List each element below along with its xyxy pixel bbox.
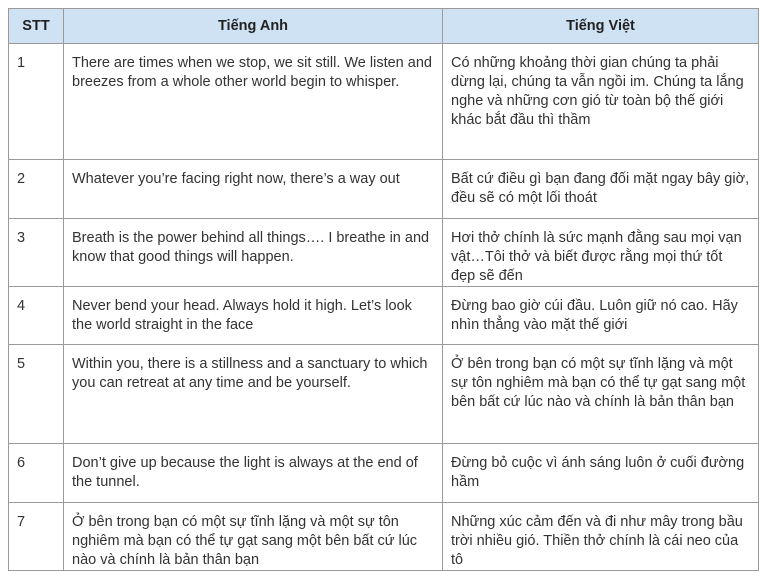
cell-english: There are times when we stop, we sit still. We listen and breezes from a whole other world begin to whisper. (64, 44, 443, 160)
cell-vietnamese: Ở bên trong bạn có một sự tĩnh lặng và một sự tôn nghiêm mà bạn có thể tự gạt sang một bên bất cứ lúc nào và chính là bản thân bạn (443, 345, 759, 444)
quotes-table (8, 8, 759, 571)
cell-stt: 5 (9, 345, 64, 444)
cell-english: Breath is the power behind all things…. I breathe in and know that good things will happen. (64, 219, 443, 287)
cell-stt: 6 (9, 444, 64, 503)
cell-vietnamese: Bất cứ điều gì bạn đang đối mặt ngay bây giờ, đều sẽ có một lối thoát (443, 160, 759, 219)
cell-stt: 4 (9, 287, 64, 345)
cell-vietnamese: Đừng bao giờ cúi đầu. Luôn giữ nó cao. Hãy nhìn thẳng vào mặt thế giới (443, 287, 759, 345)
cell-english: Within you, there is a stillness and a sanctuary to which you can retreat at any time and be yourself. (64, 345, 443, 444)
table-row (9, 444, 759, 503)
header-vietnamese: Tiếng Việt (443, 9, 759, 44)
cell-stt: 7 (9, 503, 64, 571)
cell-english: Ở bên trong bạn có một sự tĩnh lặng và một sự tôn nghiêm mà bạn có thể tự gạt sang một bên bất cứ lúc nào và chính là bản thân bạn (64, 503, 443, 571)
table-body (9, 44, 759, 571)
cell-vietnamese: Hơi thở chính là sức mạnh đằng sau mọi vạn vật…Tôi thở và biết được rằng mọi thứ tốt đẹp sẽ đến (443, 219, 759, 287)
cell-stt: 2 (9, 160, 64, 219)
table-row (9, 219, 759, 287)
cell-vietnamese: Có những khoảng thời gian chúng ta phải dừng lại, chúng ta vẫn ngồi im. Chúng ta lắng nghe và những cơn gió từ toàn bộ thế giới khác bắt đầu thì thầm (443, 44, 759, 160)
table-row (9, 503, 759, 571)
header-stt: STT (9, 9, 64, 44)
cell-english: Don’t give up because the light is always at the end of the tunnel. (64, 444, 443, 503)
cell-english: Never bend your head. Always hold it high. Let’s look the world straight in the face (64, 287, 443, 345)
header-english: Tiếng Anh (64, 9, 443, 44)
cell-stt: 3 (9, 219, 64, 287)
table-row (9, 160, 759, 219)
table-row (9, 345, 759, 444)
cell-vietnamese: Những xúc cảm đến và đi như mây trong bầu trời nhiều gió. Thiền thở chính là cái neo của tô (443, 503, 759, 571)
header-row (9, 9, 759, 44)
table-row (9, 287, 759, 345)
cell-vietnamese: Đừng bỏ cuộc vì ánh sáng luôn ở cuối đường hầm (443, 444, 759, 503)
table-row (9, 44, 759, 160)
cell-stt: 1 (9, 44, 64, 160)
table-header (9, 9, 759, 44)
cell-english: Whatever you’re facing right now, there’s a way out (64, 160, 443, 219)
